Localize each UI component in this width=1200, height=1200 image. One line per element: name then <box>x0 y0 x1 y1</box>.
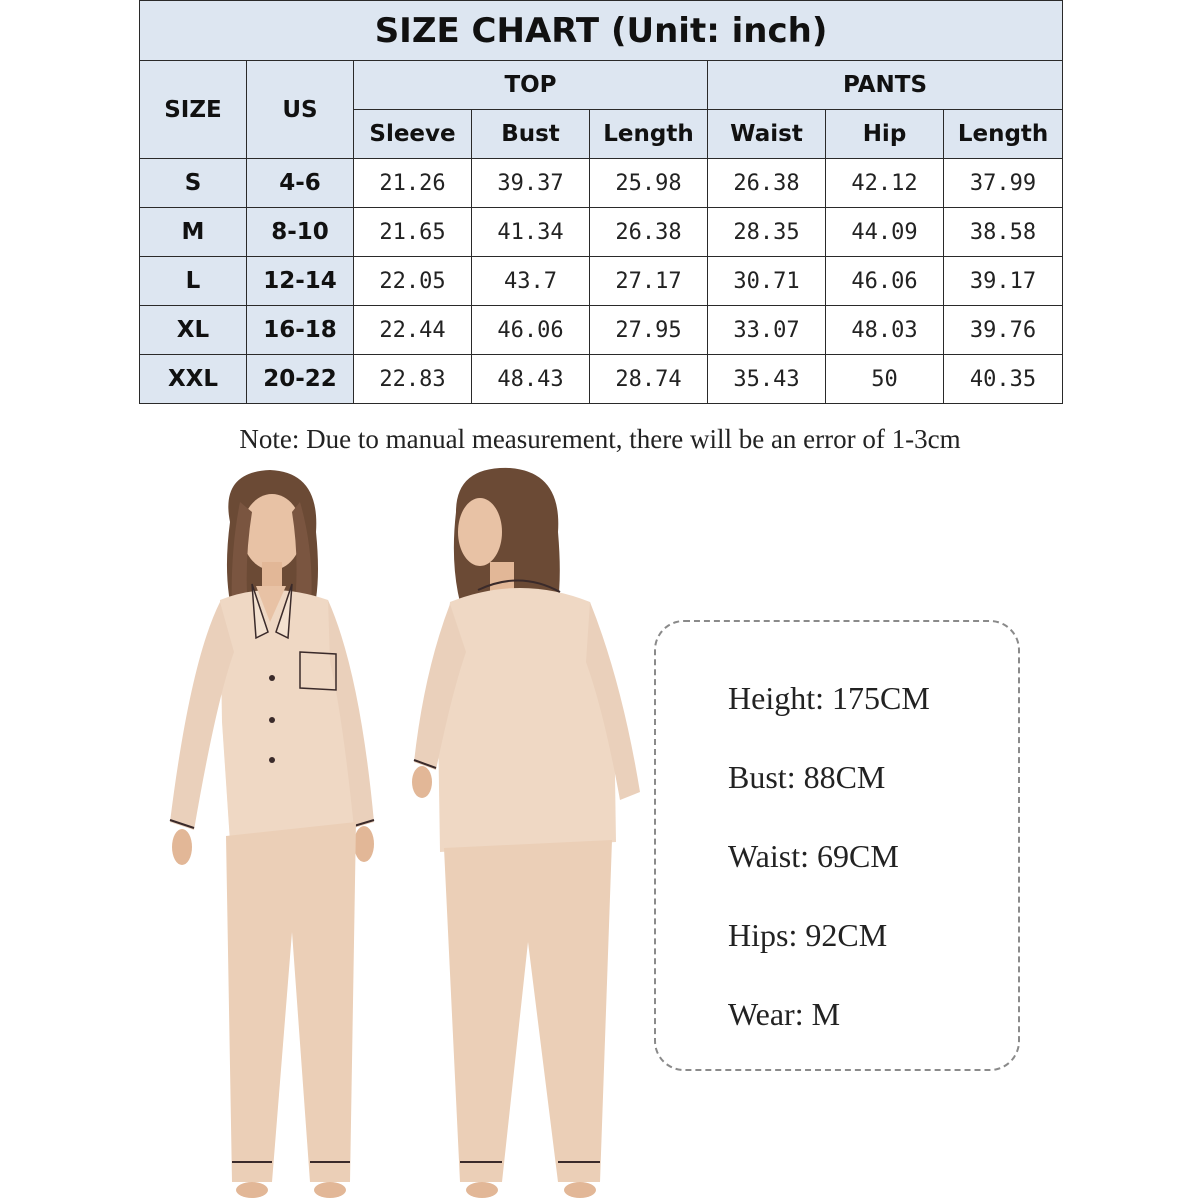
value-cell: 28.35 <box>708 208 826 257</box>
value-cell: 30.71 <box>708 257 826 306</box>
header-pants: PANTS <box>708 61 1063 110</box>
value-cell: 40.35 <box>944 355 1063 404</box>
value-cell: 27.95 <box>590 306 708 355</box>
us-cell: 12-14 <box>247 257 354 306</box>
measurement-note: Note: Due to manual measurement, there will be an error of 1-3cm <box>239 424 961 454</box>
size-cell: S <box>140 159 247 208</box>
value-cell: 42.12 <box>826 159 944 208</box>
size-cell: L <box>140 257 247 306</box>
table-row <box>140 306 1063 355</box>
model-hips: Hips: 92CM <box>728 917 888 953</box>
table-row <box>140 355 1063 404</box>
value-cell: 35.43 <box>708 355 826 404</box>
value-cell: 26.38 <box>708 159 826 208</box>
value-cell: 41.34 <box>472 208 590 257</box>
value-cell: 48.03 <box>826 306 944 355</box>
header-us: US <box>247 61 354 159</box>
chart-title: SIZE CHART (Unit: inch) <box>140 1 1063 61</box>
size-chart-table <box>139 0 1063 404</box>
us-cell: 16-18 <box>247 306 354 355</box>
value-cell: 27.17 <box>590 257 708 306</box>
value-cell: 28.74 <box>590 355 708 404</box>
table-row <box>140 257 1063 306</box>
value-cell: 46.06 <box>826 257 944 306</box>
us-cell: 4-6 <box>247 159 354 208</box>
value-cell: 21.26 <box>354 159 472 208</box>
model-back-photo <box>400 462 650 1200</box>
value-cell: 38.58 <box>944 208 1063 257</box>
value-cell: 33.07 <box>708 306 826 355</box>
value-cell: 25.98 <box>590 159 708 208</box>
value-cell: 50 <box>826 355 944 404</box>
value-cell: 22.44 <box>354 306 472 355</box>
value-cell: 22.05 <box>354 257 472 306</box>
value-cell: 43.7 <box>472 257 590 306</box>
header-bust: Bust <box>472 110 590 159</box>
header-sleeve: Sleeve <box>354 110 472 159</box>
value-cell: 44.09 <box>826 208 944 257</box>
table-row <box>140 208 1063 257</box>
value-cell: 48.43 <box>472 355 590 404</box>
us-cell: 20-22 <box>247 355 354 404</box>
model-bust: Bust: 88CM <box>728 759 886 795</box>
model-front-photo <box>160 462 400 1200</box>
value-cell: 26.38 <box>590 208 708 257</box>
value-cell: 37.99 <box>944 159 1063 208</box>
header-size: SIZE <box>140 61 247 159</box>
value-cell: 39.17 <box>944 257 1063 306</box>
header-top: TOP <box>354 61 708 110</box>
header-waist: Waist <box>708 110 826 159</box>
value-cell: 39.76 <box>944 306 1063 355</box>
model-wear-size: Wear: M <box>728 996 841 1032</box>
value-cell: 46.06 <box>472 306 590 355</box>
value-cell: 39.37 <box>472 159 590 208</box>
size-cell: M <box>140 208 247 257</box>
header-hip: Hip <box>826 110 944 159</box>
value-cell: 22.83 <box>354 355 472 404</box>
size-cell: XXL <box>140 355 247 404</box>
value-cell: 21.65 <box>354 208 472 257</box>
us-cell: 8-10 <box>247 208 354 257</box>
model-height: Height: 175CM <box>728 680 930 716</box>
table-row <box>140 159 1063 208</box>
header-top-length: Length <box>590 110 708 159</box>
size-cell: XL <box>140 306 247 355</box>
model-waist: Waist: 69CM <box>728 838 899 874</box>
header-pants-length: Length <box>944 110 1063 159</box>
